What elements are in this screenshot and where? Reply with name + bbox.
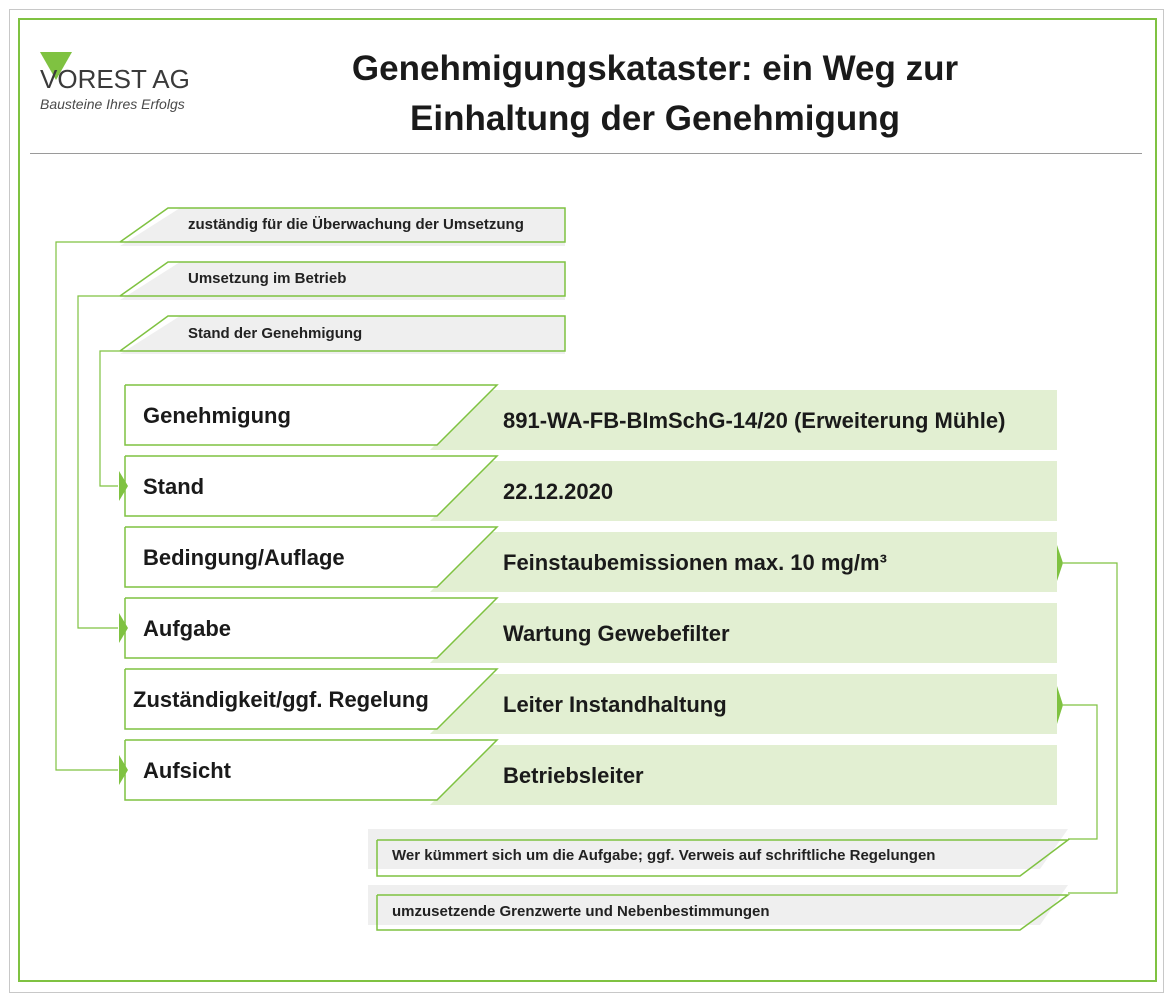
row-label-genehmigung: Genehmigung: [143, 403, 291, 428]
annotation-top-1: zuständig für die Überwachung der Umsetzung: [188, 216, 524, 233]
connector-stand: [100, 351, 120, 486]
connector-aufgabe: [78, 296, 120, 628]
row-label-stand: Stand: [143, 474, 205, 499]
row-label-aufsicht: Aufsicht: [143, 758, 231, 783]
row-label-bedingung: Bedingung/Auflage: [143, 545, 345, 570]
annotation-bottom-2: umzusetzende Grenzwerte und Nebenbestimmungen: [392, 903, 770, 920]
annotation-top-3: Stand der Genehmigung: [188, 325, 363, 342]
row-shapes: [125, 385, 1057, 805]
annotation-bottom-1: Wer kümmert sich um die Aufgabe; ggf. Verweis auf schriftliche Regelungen: [392, 847, 936, 864]
logo-slogan: Bausteine Ihres Erfolgs: [40, 96, 185, 112]
row-label-zustaendigkeit: Zuständigkeit/ggf. Regelung: [133, 687, 429, 712]
connector-zustaendigkeit: [1063, 705, 1097, 839]
connector-bedingung: [1063, 563, 1117, 893]
row-value-aufgabe: Wartung Gewebefilter: [503, 621, 730, 646]
row-value-zustaendigkeit: Leiter Instandhaltung: [503, 692, 727, 717]
logo-text: VOREST AG: [40, 64, 190, 94]
arrow-marker-zustaendigkeit: [1057, 686, 1063, 724]
row-label-aufgabe: Aufgabe: [143, 616, 231, 641]
connector-aufsicht: [56, 242, 120, 770]
arrow-marker-bedingung: [1057, 545, 1063, 581]
page-title: [240, 44, 1070, 144]
title-line-2: Einhaltung der Genehmigung: [410, 99, 900, 138]
row-value-stand: 22.12.2020: [503, 479, 614, 504]
row-value-bedingung: Feinstaubemissionen max. 10 mg/m³: [503, 550, 887, 575]
title-divider: [30, 153, 1142, 154]
row-value-genehmigung: 891-WA-FB-BImSchG-14/20 (Erweiterung Mühle): [503, 408, 1006, 433]
title-line-1: Genehmigungskataster: ein Weg zur: [351, 49, 959, 88]
row-value-aufsicht: Betriebsleiter: [503, 763, 644, 788]
annotation-top-2: Umsetzung im Betrieb: [188, 270, 347, 287]
